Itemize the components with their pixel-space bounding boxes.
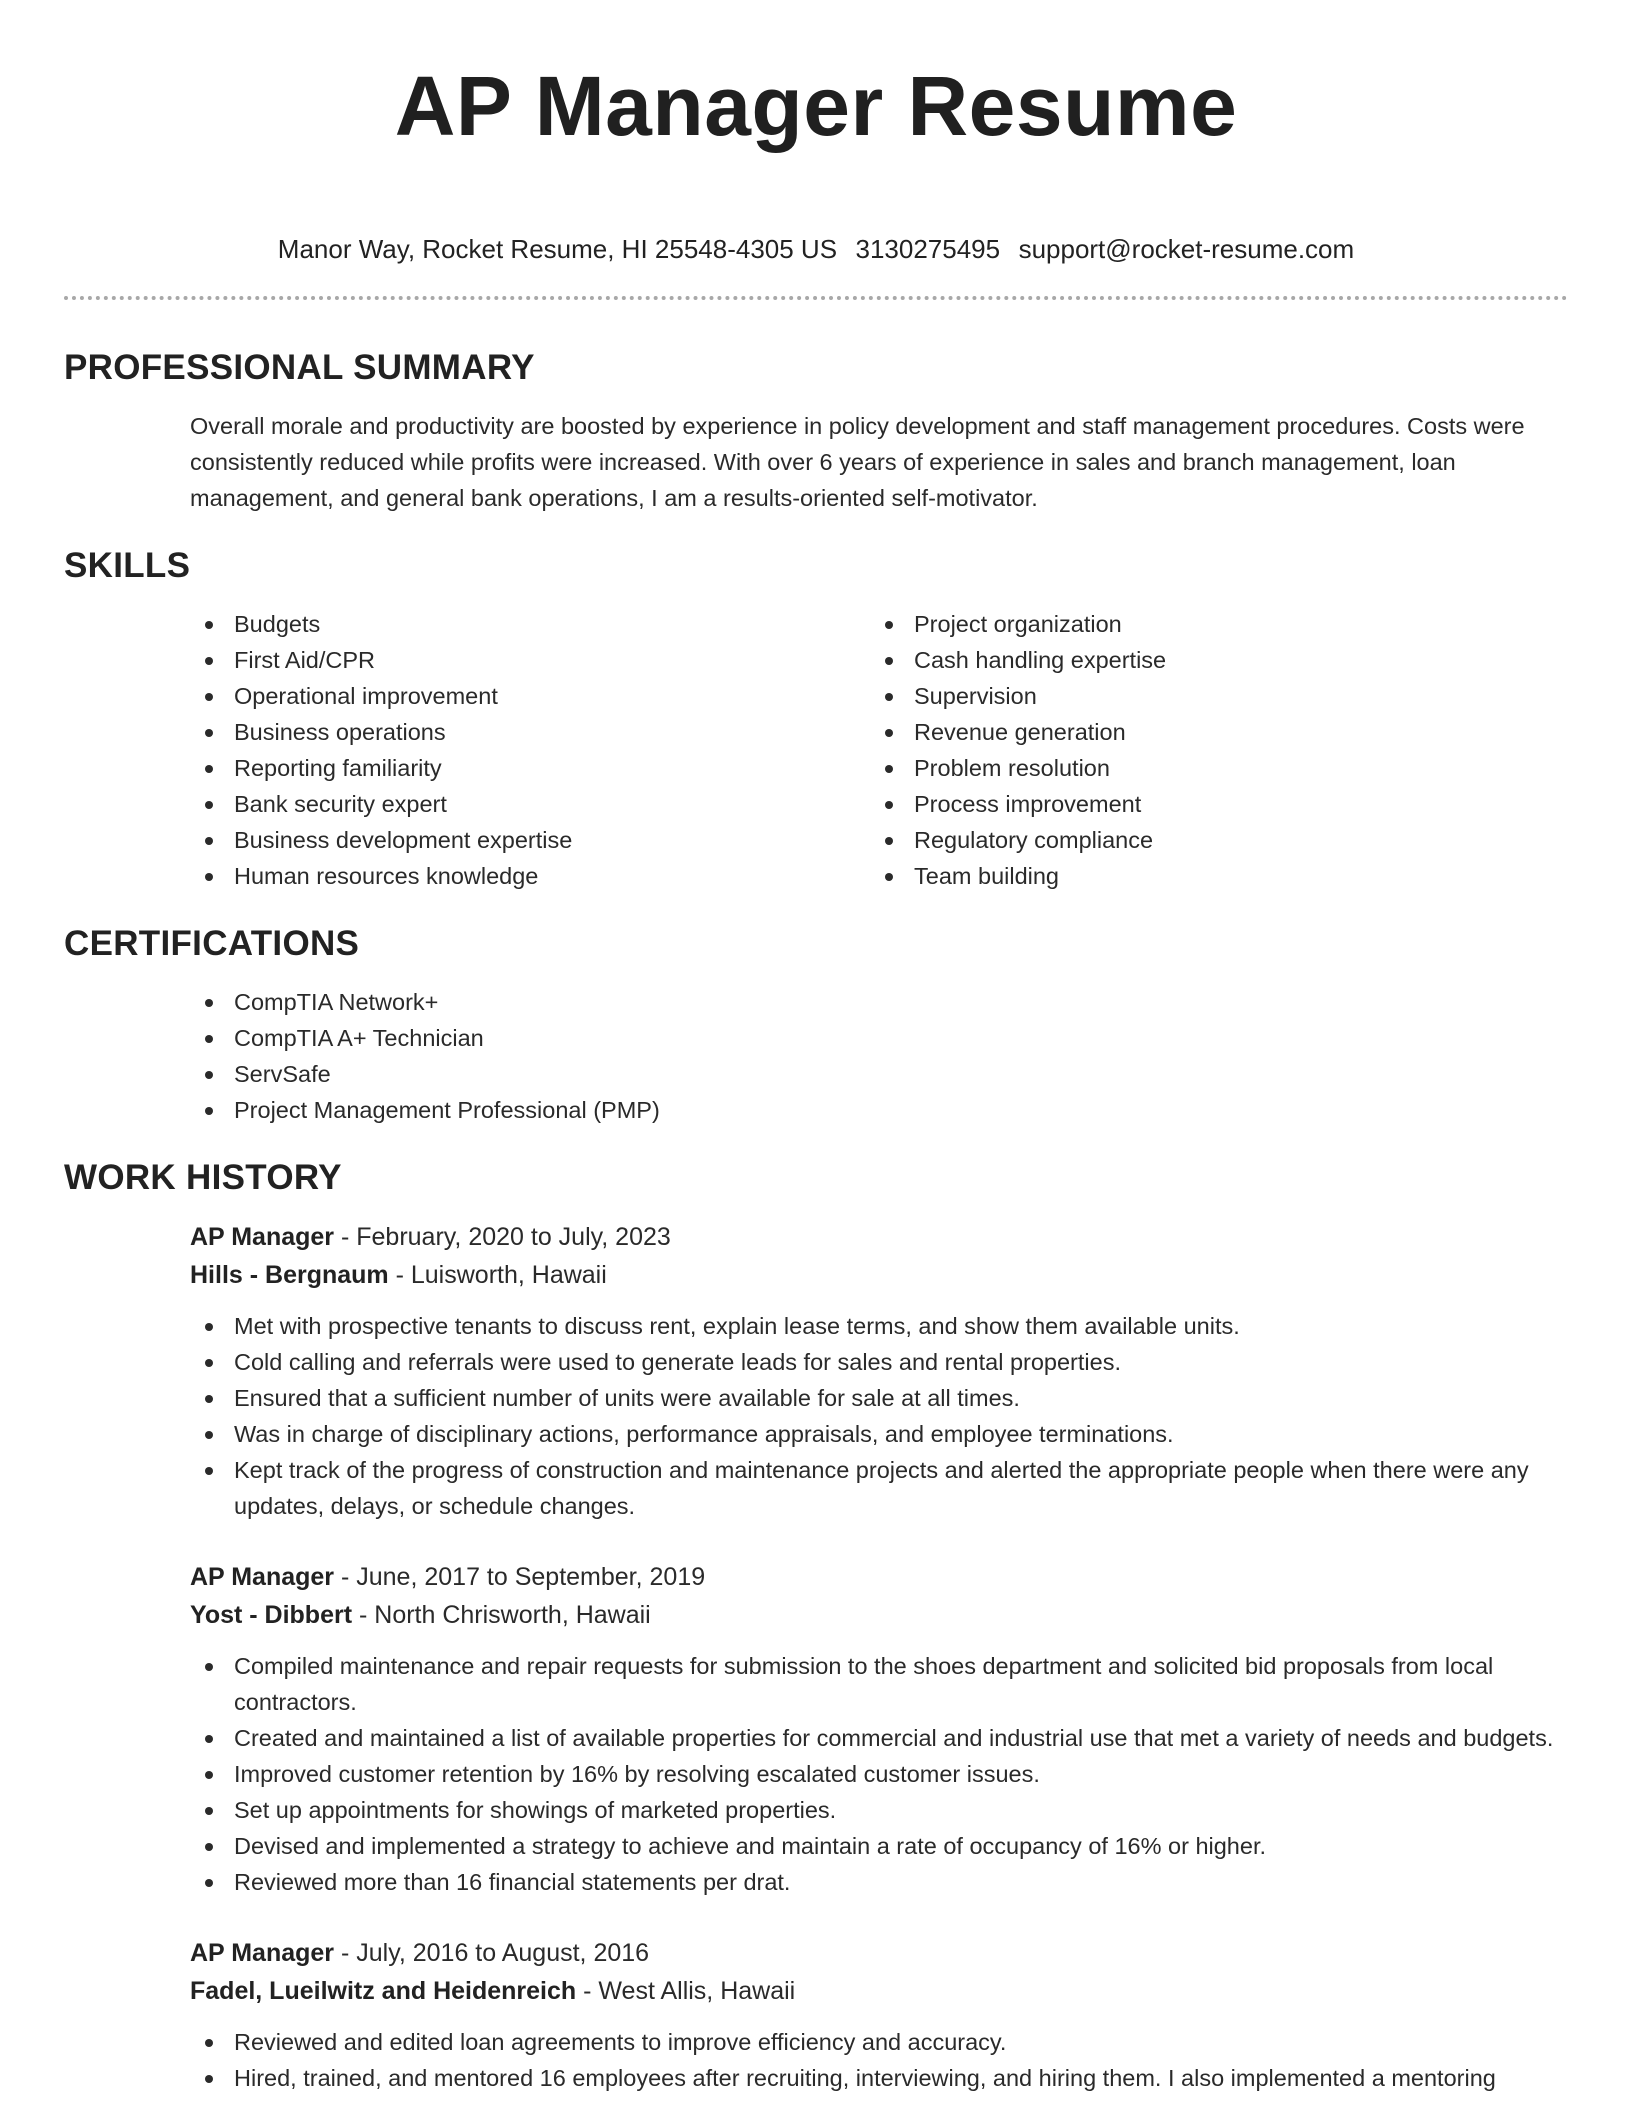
- list-item-text: Reviewed and edited loan agreements to improve efficiency and accuracy.: [234, 2029, 1007, 2055]
- list-item: [190, 750, 870, 786]
- bullet-icon: [885, 837, 893, 845]
- job-company-line: [190, 1596, 1568, 1634]
- job-bullets: [190, 1308, 1568, 1524]
- bullet-icon: [205, 1843, 213, 1851]
- summary-text: Overall morale and productivity are boosted by experience in policy development and staff management procedures. Costs were consistently reduced while profits were increased. With over 6 years of experience in sales and branch management, loan management, and general bank operations, I am a results-oriented self-motivator.: [190, 413, 1525, 511]
- list-item-text: Regulatory compliance: [914, 827, 1154, 853]
- list-item: [190, 1828, 1568, 1864]
- list-item: [870, 714, 1550, 750]
- list-item-text: Problem resolution: [914, 755, 1110, 781]
- list-item: [190, 606, 870, 642]
- list-item-text: Revenue generation: [914, 719, 1126, 745]
- job-title-line: [190, 1218, 1568, 1256]
- list-item: [190, 1864, 1568, 1900]
- list-item-text: Ensured that a sufficient number of units were available for sale at all times.: [234, 1385, 1020, 1411]
- list-item-text: Reporting familiarity: [234, 755, 442, 781]
- contact-email: support@rocket-resume.com: [1018, 234, 1355, 264]
- list-item: [190, 2024, 1568, 2060]
- list-item-text: Devised and implemented a strategy to achieve and maintain a rate of occupancy of 16% or higher.: [234, 1833, 1267, 1859]
- list-item: [870, 606, 1550, 642]
- list-item: [870, 786, 1550, 822]
- list-item-text: Project organization: [914, 611, 1122, 637]
- job-company: Hills - Bergnaum: [190, 1261, 389, 1289]
- job-bullets: [190, 1648, 1568, 1900]
- bullet-icon: [885, 693, 893, 701]
- list-item-text: Created and maintained a list of available properties for commercial and industrial use that met a variety of needs and budgets.: [234, 1725, 1554, 1751]
- list-item: [190, 1020, 1568, 1056]
- list-item-text: Kept track of the progress of construction and maintenance projects and alerted the appropriate people when there were any updates, delays, or schedule changes.: [234, 1457, 1529, 1519]
- job-company-line: [190, 1972, 1568, 2010]
- job-dates: - June, 2017 to September, 2019: [334, 1563, 706, 1591]
- list-item-text: CompTIA A+ Technician: [234, 1025, 484, 1051]
- list-item-text: First Aid/CPR: [234, 647, 376, 673]
- bullet-icon: [205, 2039, 213, 2047]
- contact-address: Manor Way, Rocket Resume, HI 25548-4305 US: [277, 234, 838, 264]
- certifications-heading: CERTIFICATIONS: [64, 924, 360, 963]
- bullet-icon: [205, 1323, 213, 1331]
- list-item-text: Cash handling expertise: [914, 647, 1167, 673]
- list-item: [190, 1756, 1568, 1792]
- skills-heading: SKILLS: [64, 546, 191, 585]
- list-item: [190, 1380, 1568, 1416]
- job-location: - North Chrisworth, Hawaii: [352, 1601, 651, 1629]
- bullet-icon: [205, 999, 213, 1007]
- list-item: [870, 858, 1550, 894]
- bullet-icon: [205, 1107, 213, 1115]
- list-item: [190, 858, 870, 894]
- bullet-icon: [205, 1807, 213, 1815]
- job-dates: - July, 2016 to August, 2016: [334, 1939, 650, 1967]
- work-history-heading: WORK HISTORY: [64, 1158, 342, 1197]
- list-item: [870, 750, 1550, 786]
- list-item-text: Human resources knowledge: [234, 863, 539, 889]
- resume-title: AP Manager Resume: [394, 59, 1238, 153]
- job-title-line: [190, 1558, 1568, 1596]
- skills-grid: [190, 606, 1568, 894]
- bullet-icon: [205, 1035, 213, 1043]
- bullet-icon: [205, 1879, 213, 1887]
- list-item-text: Operational improvement: [234, 683, 498, 709]
- list-item: [190, 1056, 1568, 1092]
- list-item: [190, 714, 870, 750]
- list-item: [190, 1648, 1568, 1720]
- bullet-icon: [205, 1071, 213, 1079]
- list-item: [190, 1308, 1568, 1344]
- job-company: Fadel, Lueilwitz and Heidenreich: [190, 1977, 577, 2005]
- job-company: Yost - Dibbert: [190, 1601, 353, 1629]
- list-item-text: Compiled maintenance and repair requests for submission to the shoes department and solicited bid proposals from local contractors.: [234, 1653, 1494, 1715]
- job-location: - West Allis, Hawaii: [576, 1977, 796, 2005]
- job-dates: - February, 2020 to July, 2023: [334, 1223, 671, 1251]
- list-item-text: Hired, trained, and mentored 16 employees after recruiting, interviewing, and hiring them. I also implemented a mentoring: [234, 2065, 1496, 2091]
- list-item: [870, 642, 1550, 678]
- list-item: [190, 1792, 1568, 1828]
- list-item: [190, 642, 870, 678]
- bullet-icon: [205, 729, 213, 737]
- skills-right-column: [870, 606, 1550, 894]
- list-item: [190, 2060, 1568, 2096]
- header-divider: [64, 296, 1568, 300]
- list-item-text: Project Management Professional (PMP): [234, 1097, 660, 1123]
- list-item: [190, 786, 870, 822]
- bullet-icon: [885, 873, 893, 881]
- bullet-icon: [205, 1359, 213, 1367]
- bullet-icon: [885, 801, 893, 809]
- list-item-text: Bank security expert: [234, 791, 447, 817]
- list-item-text: Business development expertise: [234, 827, 573, 853]
- list-item-text: Business operations: [234, 719, 446, 745]
- job-entry: [190, 1558, 1568, 1900]
- list-item-text: Set up appointments for showings of marketed properties.: [234, 1797, 837, 1823]
- list-item-text: Improved customer retention by 16% by resolving escalated customer issues.: [234, 1761, 1040, 1787]
- bullet-icon: [205, 1771, 213, 1779]
- list-item: [190, 1344, 1568, 1380]
- list-item: [190, 822, 870, 858]
- skills-left-column: [190, 606, 870, 894]
- list-item: [870, 678, 1550, 714]
- list-item: [190, 1720, 1568, 1756]
- job-company-line: [190, 1256, 1568, 1294]
- list-item: [190, 984, 1568, 1020]
- job-title: AP Manager: [190, 1939, 335, 1967]
- list-item-text: Supervision: [914, 683, 1037, 709]
- list-item-text: Reviewed more than 16 financial statements per drat.: [234, 1869, 791, 1895]
- bullet-icon: [205, 2075, 213, 2083]
- bullet-icon: [885, 765, 893, 773]
- job-title-line: [190, 1934, 1568, 1972]
- list-item: [190, 1416, 1568, 1452]
- summary-heading: PROFESSIONAL SUMMARY: [64, 348, 535, 387]
- job-entry: [190, 1218, 1568, 1524]
- list-item-text: Team building: [914, 863, 1060, 889]
- list-item-text: Met with prospective tenants to discuss rent, explain lease terms, and show them available units.: [234, 1313, 1240, 1339]
- bullet-icon: [205, 801, 213, 809]
- list-item-text: Budgets: [234, 611, 321, 637]
- bullet-icon: [885, 621, 893, 629]
- job-bullets: [190, 2024, 1568, 2096]
- bullet-icon: [205, 1431, 213, 1439]
- bullet-icon: [205, 1663, 213, 1671]
- certifications-list: [190, 984, 1568, 1128]
- list-item: [190, 678, 870, 714]
- bullet-icon: [205, 873, 213, 881]
- list-item-text: CompTIA Network+: [234, 989, 439, 1015]
- bullet-icon: [205, 657, 213, 665]
- bullet-icon: [205, 693, 213, 701]
- job-title: AP Manager: [190, 1223, 335, 1251]
- bullet-icon: [885, 657, 893, 665]
- job-title: AP Manager: [190, 1563, 335, 1591]
- bullet-icon: [205, 1395, 213, 1403]
- bullet-icon: [205, 837, 213, 845]
- list-item: [190, 1092, 1568, 1128]
- bullet-icon: [885, 729, 893, 737]
- job-location: - Luisworth, Hawaii: [388, 1261, 607, 1289]
- contact-phone: 3130275495: [855, 234, 1001, 264]
- bullet-icon: [205, 621, 213, 629]
- list-item-text: Cold calling and referrals were used to generate leads for sales and rental properties.: [234, 1349, 1121, 1375]
- contact-info: [64, 232, 1568, 266]
- bullet-icon: [205, 1735, 213, 1743]
- list-item-text: ServSafe: [234, 1061, 331, 1087]
- list-item-text: Was in charge of disciplinary actions, performance appraisals, and employee terminations.: [234, 1421, 1174, 1447]
- list-item: [870, 822, 1550, 858]
- bullet-icon: [205, 765, 213, 773]
- job-entry: [190, 1934, 1568, 2096]
- bullet-icon: [205, 1467, 213, 1475]
- list-item: [190, 1452, 1568, 1524]
- list-item-text: Process improvement: [914, 791, 1142, 817]
